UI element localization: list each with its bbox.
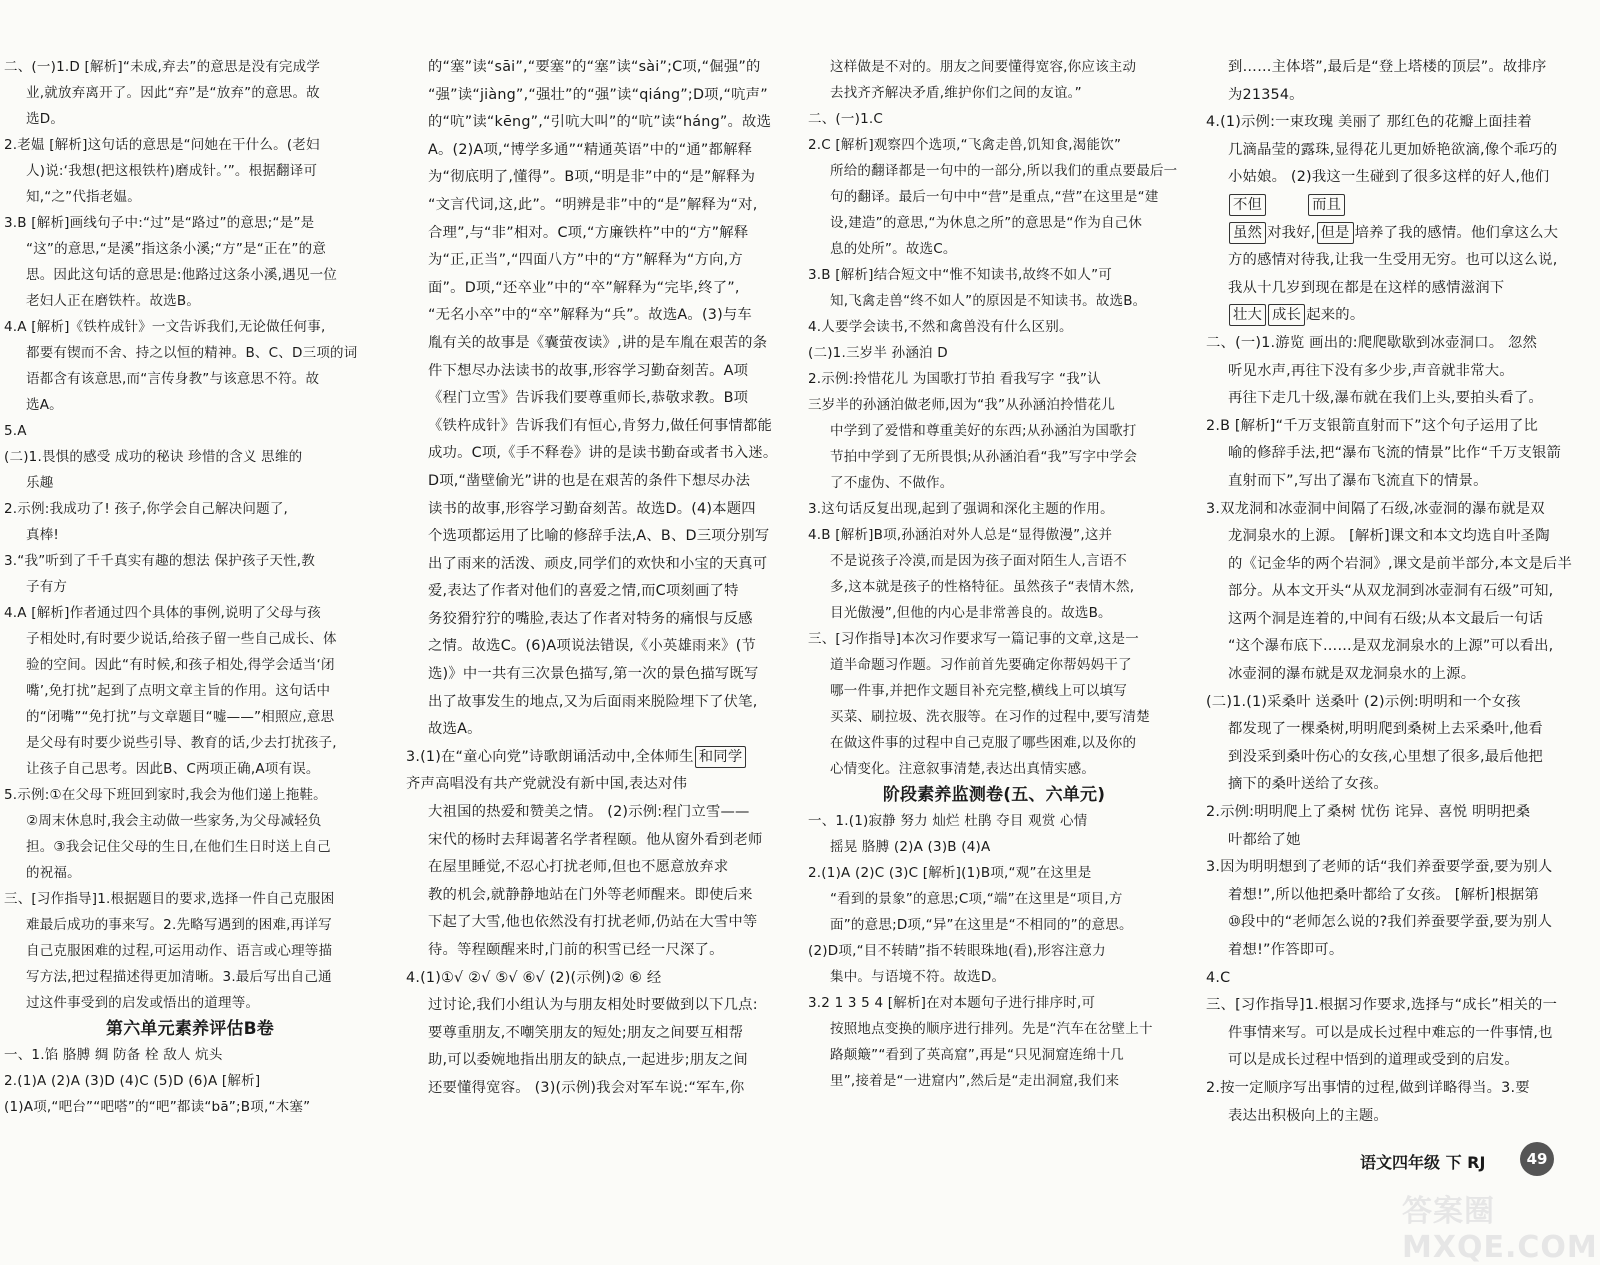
answer-line: 过这件事受到的启发或悟出的道理等。 (26, 995, 260, 1011)
answer-line: 摘下的桑叶送给了女孩。 (1228, 776, 1388, 793)
inline-text: 齐声高唱 (406, 776, 465, 793)
answer-line: 4.(1)①√ ②√ ⑤√ ⑥√ (2)(示例)② ⑥ 经 (406, 969, 662, 986)
answer-line: (2)D项,“目不转睛”指不转眼珠地(看),形容注意力 (808, 943, 1106, 959)
answer-line: 3.这句话反复出现,起到了强调和深化主题的作用。 (808, 501, 1114, 517)
answer-line: 哪一件事,并把作文题目补充完整,横线上可以填写 (830, 683, 1128, 699)
answer-line: 选D。 (26, 111, 65, 127)
answer-line: ②周末休息时,我会主动做一些家务,为父母减轻负 (26, 813, 322, 829)
inline-text: 没有共产党就没有新中国 (464, 776, 625, 793)
boxed-word: 和同学 (695, 746, 747, 768)
answer-line: A。(2)A项,“博学多通”“精通英语”中的“通”都解释 (428, 141, 753, 158)
answer-line: 《程门立雪》告诉我们要尊重师长,恭敬求教。B项 (428, 390, 749, 407)
answer-line: 到没采到桑叶伤心的女孩,心里想了很多,最后他把 (1228, 748, 1543, 765)
answer-line: 《铁杵成针》告诉我们有恒心,肯努力,做任何事情都能 (428, 417, 773, 434)
section-heading: 阶段素养监测卷(五、六单元) (882, 785, 1106, 805)
answer-line: (1)A项,“吧台”“吧嗒”的“吧”都读“bā”;B项,“木塞” (4, 1099, 311, 1115)
answer-line: 这样做是不对的。朋友之间要懂得宽容,你应该主动 (830, 59, 1137, 75)
answer-line: 集中。与语境不符。故选D。 (830, 969, 1006, 985)
answer-line: 4.C (1206, 969, 1231, 986)
answer-line: 业,就放弃离开了。因此“弃”是“放弃”的意思。故 (26, 85, 320, 101)
answer-line: 过讨论,我们小组认为与朋友相处时要做到以下几点: (428, 997, 758, 1014)
answer-line: 选)》中一共有三次景色描写,第一次的景色描写既写 (428, 666, 759, 683)
answer-line: 为21354。 (1228, 86, 1304, 103)
boxed-word: 但是 (1317, 222, 1354, 244)
answer-line: 要尊重朋友,不嘲笑朋友的短处;朋友之间要互相帮 (428, 1024, 744, 1041)
answer-line: 中学到了爱惜和尊重美好的东西;从孙涵泊为国歌打 (830, 423, 1137, 439)
answer-line: 句的翻译。最后一句中中“营”是重点,“营”在这里是“建 (830, 189, 1159, 205)
answer-line: 成功。C项,《手不释卷》讲的是读书勤奋或者书入迷。 (428, 445, 778, 462)
answer-line: 道半命题习作题。习作前首先要确定你帮妈妈干了 (830, 657, 1132, 673)
answer-line: 部分。从本文开头“从双龙洞到冰壶洞有石级”可知, (1228, 583, 1554, 600)
answer-line: 再往下走几十级,瀑布就在我们上头,要拍头看了。 (1228, 390, 1543, 407)
answer-line: 验的空间。因此“有时候,和孩子相处,得学会适当‘闭 (26, 657, 335, 673)
answer-line: D项,“凿壁偷光”讲的也是在艰苦的条件下想尽办法 (428, 472, 751, 489)
boxed-word: 而且 (1308, 194, 1345, 216)
answer-line: 5.A (4, 423, 27, 439)
column-1 (4, 54, 376, 1120)
answer-line: “看到的景象”的意思;C项,“端”在这里是“项目,方 (830, 891, 1123, 907)
answer-line: 乐趣 (26, 475, 54, 491)
answer-line: 5.示例:①在父母下班回到家时,我会为他们递上拖鞋。 (4, 787, 327, 803)
answer-line: 件下想尽办法读书的故事,形容学习勤奋刻苦。A项 (428, 362, 749, 379)
answer-line: 3.因为明明想到了老师的话“我们养蚕要学蚕,要为别人 (1206, 859, 1553, 876)
answer-line: 是父母有时要少说些引导、教育的话,少去打扰孩子, (26, 735, 337, 751)
inline-text: 培养了我的感情。他们拿这么大 (1354, 224, 1559, 241)
book-label: 语文四年级 下 RJ (1360, 1153, 1486, 1172)
answer-line: 的“塞”读“sāi”,“要塞”的“塞”读“sài”;C项,“倔强”的 (428, 59, 761, 75)
answer-line: 出了故事发生的地点,又为后面雨来脱险埋下了伏笔, (428, 693, 758, 710)
answer-line: 思。因此这句话的意思是:他路过这条小溪,遇见一位 (26, 267, 337, 283)
answer-line: 的“闭嘴”“免打扰”与文章题目“嘘——”相照应,意思 (26, 709, 335, 725)
answer-line: 爱,表达了作者对他们的喜爱之情,而C项刻画了特 (428, 583, 739, 600)
answer-line: 的祝福。 (26, 865, 81, 881)
answer-line: 的《记金华的两个岩洞》,课文是前半部分,本文是后半 (1228, 555, 1573, 572)
answer-line: 真棒! (26, 527, 60, 543)
column-4 (1206, 54, 1578, 1130)
answer-line: 到……主体塔”,最后是“登上塔楼的顶层”。故排序 (1228, 59, 1547, 75)
answer-line: 为“正,正当”,“四面八方”中的“方”解释为“方向,方 (428, 252, 743, 269)
answer-line: 胤有关的故事是《囊萤夜读》,讲的是车胤在艰苦的条 (428, 334, 768, 351)
answer-line: 一、1.馅 胳膊 绸 防备 栓 敌人 炕头 (4, 1047, 223, 1063)
answer-line: 待。等程颐醒来时,门前的积雪已经一尺深了。 (428, 942, 724, 958)
answer-line: 让孩子自己思考。因此B、C两项正确,A项有误。 (26, 761, 320, 777)
answer-line: 大祖国的热爱和赞美之情。 (2)示例:程门立雪—— (428, 804, 750, 821)
answer-line: 去找齐齐解决矛盾,维护你们之间的友谊。” (830, 85, 1082, 101)
answer-line: 助,可以委婉地指出朋友的缺点,一起进步;朋友之间 (428, 1052, 748, 1069)
answer-line: 语都含有该意思,而“言传身教”与该意思不符。故 (26, 371, 320, 387)
answer-line: 在做这件事的过程中自己克服了哪些困难,以及你的 (830, 735, 1137, 751)
answer-line: 之情。故选C。(6)A项说法错误,《小英雄雨来》(节 (428, 638, 757, 655)
answer-line: 喻的修辞手法,把“瀑布飞流的情景”比作“千万支银箭 (1228, 445, 1562, 462)
answer-line: 写方法,把过程描述得更加清晰。3.最后写出自己通 (26, 969, 332, 985)
answer-line: 选A。 (26, 397, 63, 413)
boxed-word: 成长 (1268, 304, 1305, 326)
answer-line: “这”的意思,“是溪”指这条小溪;“方”是“正在”的意 (26, 241, 327, 257)
answer-line: 担。③我会记住父母的生日,在他们生日时送上自己 (26, 839, 331, 855)
answer-line: 一、1.(1)寂静 努力 灿烂 杜鹃 夺目 观赏 心情 (808, 813, 1088, 829)
answer-line: 二、(一)1.D [解析]“未成,弃去”的意思是没有完成学 (4, 59, 321, 75)
answer-line: 买菜、刷拉圾、洗衣服等。在习作的过程中,要写清楚 (830, 709, 1150, 725)
answer-line: 知,飞禽走兽“终不如人”的原因是不知读书。故选B。 (830, 293, 1147, 309)
answer-line (406, 771, 778, 799)
answer-line: 3.B [解析]画线句子中:“过”是“路过”的意思;“是”是 (4, 215, 315, 231)
answer-line: 息的处所”。故选C。 (830, 241, 957, 257)
answer-line: 4.B [解析]B项,孙涵泊对外人总是“显得傲漫”,这并 (808, 527, 1113, 543)
inline-text: 3.(1)在“童心向党”诗歌朗诵活动中,全体师生 (406, 748, 694, 765)
answer-line: 表达出积极向上的主题。 (1228, 1107, 1388, 1124)
answer-line: 龙洞泉水的上源。 [解析]课文和本文均选自叶圣陶 (1228, 528, 1550, 545)
inline-text: 对我好, (1267, 224, 1316, 241)
answer-line: 3.双龙洞和冰壶洞中间隔了石级,冰壶洞的瀑布就是双 (1206, 500, 1545, 517)
answer-line: 所给的翻译都是一句中的一部分,所以我们的重点要最后一 (830, 163, 1178, 179)
answer-line: 4.A [解析]《铁杵成针》一文告诉我们,无论做任何事, (4, 319, 326, 335)
answer-line: 三、[习作指导]本次习作要求写一篇记事的文章,这是一 (808, 631, 1139, 647)
answer-line: 件事情来写。可以是成长过程中难忘的一件事情,也 (1228, 1024, 1553, 1041)
answer-line: 难最后成功的事来写。2.先略写遇到的困难,再详写 (26, 917, 332, 933)
boxed-word: 不但 (1229, 194, 1266, 216)
answer-line (406, 744, 778, 772)
answer-line: 3.“我”听到了千千真实有趣的想法 保护孩子天性,教 (4, 553, 316, 569)
watermark: 答案圈 MXQE.COM (1402, 1194, 1598, 1265)
answer-line: “这个瀑布底下……是双龙洞泉水的上源”可以看出, (1228, 638, 1554, 655)
answer-line: ⑩段中的“老师怎么说的?我们养蚕要学蚕,要为别人 (1228, 914, 1553, 931)
answer-line: 里”,接着是“一进窟内”,然后是“走出洞窟,我们来 (830, 1073, 1120, 1089)
answer-line: 人)说:‘我想(把这根铁杵)磨成针。’”。根据翻译可 (26, 163, 318, 179)
answer-line: 三岁半的孙涵泊做老师,因为“我”从孙涵泊拎惜花儿 (808, 397, 1115, 413)
answer-line: 个选项都运用了比喻的修辞手法,A、B、D三项分别写 (428, 528, 770, 545)
answer-line: 的“吭”读“kēng”,“引吭大叫”的“吭”读“háng”。故选 (428, 114, 772, 131)
answer-line: 着想!”作答即可。 (1228, 942, 1344, 958)
answer-line: 宋代的杨时去拜谒著名学者程颐。他从窗外看到老师 (428, 831, 763, 848)
answer-line: 面”。D项,“还卒业”中的“卒”解释为“完毕,终了”, (428, 279, 740, 296)
answer-line: 不是说孩子冷漠,而是因为孩子面对陌生人,言语不 (830, 553, 1128, 569)
answer-line: 三、[习作指导]1.根据习作要求,选择与“成长”相关的一 (1206, 997, 1558, 1014)
answer-line: 听见水声,再往下没有多少步,声音就非常大。 (1228, 362, 1514, 379)
answer-line: 4.(1)示例:一束玫瑰 美丽了 那红色的花瓣上面挂着 (1206, 114, 1532, 131)
answer-line: 2.(1)A (2)A (3)D (4)C (5)D (6)A [解析] (4, 1073, 261, 1089)
answer-line: 2.示例:拎惜花儿 为国歌打节拍 看我写字 “我”认 (808, 371, 1101, 387)
answer-line: 出了雨来的活泼、顽皮,同学们的欢快和小宝的天真可 (428, 555, 768, 572)
answer-line: 叶都给了她 (1228, 831, 1301, 848)
answer-line: 自己克服困难的过程,可运用动作、语言或心理等描 (26, 943, 333, 959)
answer-line: 3.2 1 3 5 4 [解析]在对本题句子进行排序时,可 (808, 995, 1096, 1011)
answer-line: 下起了大雪,他也依然没有打扰老师,仍站在大雪中等 (428, 914, 758, 931)
answer-line (1206, 220, 1578, 248)
answer-line: (二)1.(1)采桑叶 送桑叶 (2)示例:明明和一个女孩 (1206, 693, 1521, 710)
answer-line: 2.(1)A (2)C (3)C [解析](1)B项,“观”在这里是 (808, 865, 1092, 881)
answer-line: 心情变化。注意叙事清楚,表达出真情实感。 (830, 761, 1096, 777)
answer-line: 还要懂得宽容。 (3)(示例)我会对军车说:“军车,你 (428, 1079, 745, 1096)
answer-line: 教的机会,就静静地站在门外等老师醒来。即使后来 (428, 886, 753, 903)
answer-line: 合理”,与“非”相对。C项,“方廉铁杵”中的“方”解释 (428, 224, 749, 241)
answer-line: 为“彻底明了,懂得”。B项,“明是非”中的“是”解释为 (428, 169, 756, 186)
answer-line: 读书的故事,形容学习勤奋刻苦。故选D。(4)本题四 (428, 500, 756, 517)
answer-line: 务狡猾狞狞的嘴脸,表达了作者对特务的痛恨与反感 (428, 610, 753, 627)
answer-line: 嘴’,免打扰”起到了点明文章主旨的作用。这句话中 (26, 683, 331, 699)
answer-line: 2.B [解析]“千万支银箭直射而下”这个句子运用了比 (1206, 417, 1539, 434)
answer-line: 老妇人正在磨铁杵。故选B。 (26, 293, 201, 309)
answer-line: 摇晃 胳膊 (2)A (3)B (4)A (830, 839, 991, 855)
answer-line: 子相处时,有时要少说话,给孩子留一些自己成长、体 (26, 631, 337, 647)
column-2 (406, 54, 778, 1103)
answer-line: 几滴晶莹的露珠,显得花儿更加娇艳欲滴,像个乖巧的 (1228, 141, 1558, 158)
answer-line: (二)1.三岁半 孙涵泊 D (808, 345, 948, 361)
answer-line: 2.老媪 [解析]这句话的意思是“问她在干什么。(老妇 (4, 137, 320, 153)
answer-line: 设,建造”的意思,“为休息之所”的意思是“作为自己休 (830, 215, 1143, 231)
answer-line: 二、(一)1.游览 画出的:爬爬歇歇到冰壶洞口。 忽然 (1206, 334, 1538, 351)
answer-line: 都要有锲而不舍、持之以恒的精神。B、C、D三项的词 (26, 345, 358, 361)
answer-line: “无名小卒”中的“卒”解释为“兵”。故选A。(3)与车 (428, 307, 752, 324)
answer-line: 节拍中学到了无所畏惧;从孙涵泊看“我”写字中学会 (830, 449, 1138, 465)
inline-text: ,表达对伟 (624, 776, 688, 793)
answer-line: 着想!”,所以他把桑叶都给了女孩。 [解析]根据第 (1228, 886, 1540, 903)
answer-line: 面”的意思;D项,“异”在这里是“不相同的”的意思。 (830, 917, 1133, 933)
answer-line: 小姑娘。 (2)我这一生碰到了很多这样的好人,他们 (1228, 169, 1550, 186)
answer-line: “文言代词,这,此”。“明辨是非”中的“是”解释为“对, (428, 196, 758, 213)
answer-line: 直射而下”,写出了瀑布飞流直下的情景。 (1228, 472, 1488, 489)
answer-line: 按照地点变换的顺序进行排列。先是“汽车在岔壁上十 (830, 1021, 1153, 1037)
answer-line (1206, 302, 1578, 330)
answer-line: 2.C [解析]观察四个选项,“飞禽走兽,饥知食,渴能饮” (808, 137, 1122, 153)
answer-line: 我从十几岁到现在都是在这样的感情滋润下 (1228, 279, 1505, 296)
answer-line: 二、(一)1.C (808, 111, 884, 127)
answer-line: 路颠簸”“看到了英高窟”,再是“只见洞窟连绵十几 (830, 1047, 1124, 1063)
page-number: 49 (1520, 1142, 1554, 1176)
answer-line: (二)1.畏惧的感受 成功的秘诀 珍惜的含义 思维的 (4, 449, 303, 465)
inline-text: 起来的。 (1306, 307, 1365, 324)
answer-line: 都发现了一棵桑树,明明爬到桑树上去采桑叶,他看 (1228, 721, 1543, 738)
boxed-word: 壮大 (1229, 304, 1266, 326)
answer-line: 多,这本就是孩子的性格特征。虽然孩子“表情木然, (830, 579, 1135, 595)
answer-line: “强”读“jiàng”,“强壮”的“强”读“qiáng”;D项,“吭声” (428, 86, 768, 103)
answer-line: 了不虚伪、不做作。 (830, 475, 954, 491)
column-3 (808, 54, 1180, 1094)
answer-line: 可以是成长过程中悟到的道理或受到的启发。 (1228, 1052, 1519, 1069)
answer-line: 目光傲漫”,但他的内心是非常善良的。故选B。 (830, 605, 1112, 621)
answer-line: 2.按一定顺序写出事情的过程,做到详略得当。3.要 (1206, 1079, 1530, 1096)
answer-line: 三、[习作指导]1.根据题目的要求,选择一件自己克服困 (4, 891, 335, 907)
boxed-word: 虽然 (1229, 222, 1266, 244)
answer-line: 3.B [解析]结合短文中“惟不知读书,故终不如人”可 (808, 267, 1112, 283)
answer-line: 4.A [解析]作者通过四个具体的事例,说明了父母与孩 (4, 605, 321, 621)
answer-line: 这两个洞是连着的,中间有石级;从本文最后一句话 (1228, 610, 1544, 627)
answer-line (1206, 192, 1578, 220)
answer-line: 故选A。 (428, 721, 482, 738)
answer-line: 冰壶洞的瀑布就是双龙洞泉水的上源。 (1228, 666, 1476, 683)
answer-line: 2.示例:我成功了! 孩子,你学会自己解决问题了, (4, 501, 289, 517)
answer-line: 在屋里睡觉,不忍心打扰老师,但也不愿意放弃求 (428, 859, 729, 876)
answer-line: 子有方 (26, 579, 68, 595)
answer-line: 4.人要学会读书,不然和禽兽没有什么区别。 (808, 319, 1073, 335)
answer-line: 2.示例:明明爬上了桑树 忧伤 诧异、喜悦 明明把桑 (1206, 804, 1531, 821)
answer-line: 知,“之”代指老媪。 (26, 189, 141, 205)
answer-line: 方的感情对待我,让我一生受用无穷。也可以这么说, (1228, 252, 1558, 269)
section-heading: 第六单元素养评估B卷 (106, 1019, 274, 1039)
